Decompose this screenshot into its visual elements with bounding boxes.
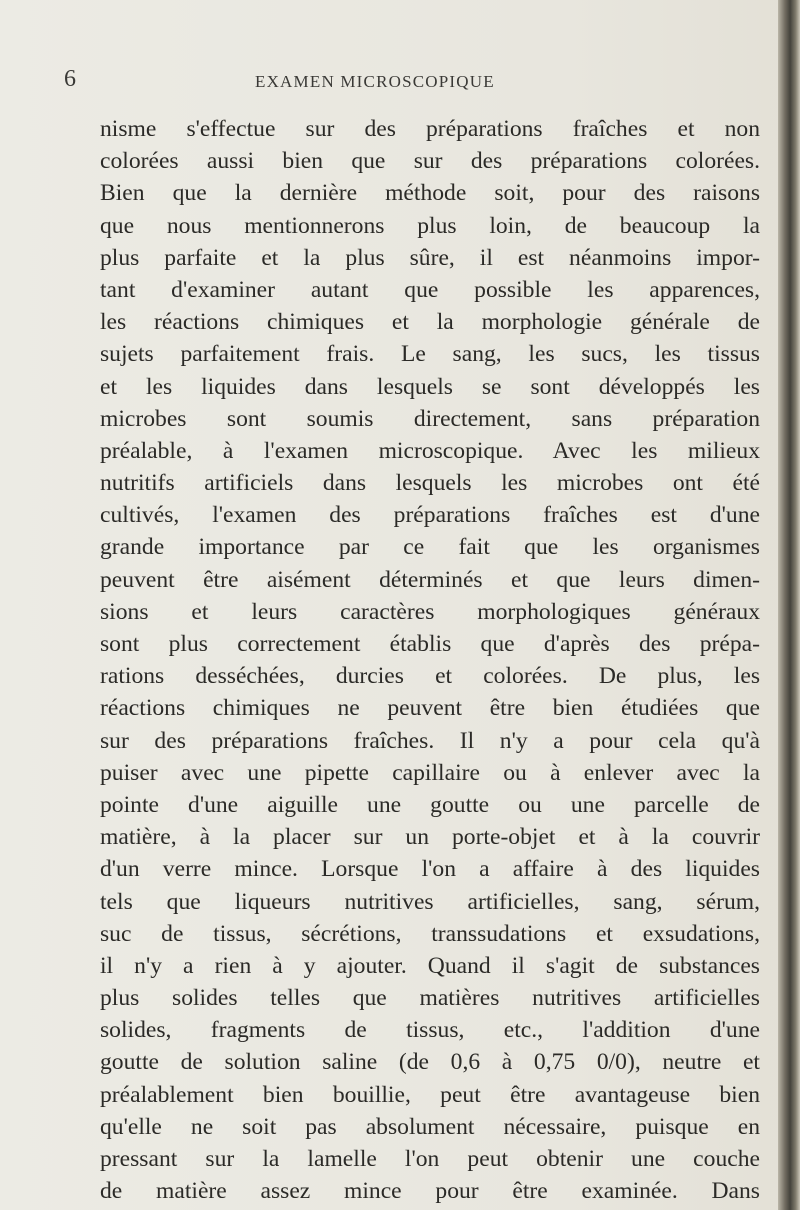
text-line: solides, fragments de tissus, etc., l'addition d'une [100,1017,760,1044]
page-number: 6 [64,66,76,92]
text-line: que nous mentionnerons plus loin, de beaucoup la [100,212,760,239]
text-line: puiser avec une pipette capillaire ou à enlever avec la [100,759,760,786]
text-line: les réactions chimiques et la morphologie générale de [100,309,760,336]
text-line: plus solides telles que matières nutritives artificielles [100,985,760,1012]
text-line: colorées aussi bien que sur des préparations colorées. [100,148,760,175]
text-line: plus parfaite et la plus sûre, il est néanmoins impor- [100,244,760,271]
text-line: Bien que la dernière méthode soit, pour des raisons [100,180,760,207]
text-line: tant d'examiner autant que possible les apparences, [100,276,760,303]
text-line: nisme s'effectue sur des préparations fraîches et non [100,116,760,142]
text-line: préalablement bien bouillie, peut être avantageuse bien [100,1081,760,1108]
text-line: nutritifs artificiels dans lesquels les microbes ont été [100,470,760,497]
text-line: et les liquides dans lesquels se sont développés les [100,373,760,400]
text-line: suc de tissus, sécrétions, transsudations et exsudations, [100,920,760,947]
text-line: de matière assez mince pour être examinée. Dans [100,1178,760,1205]
text-line: qu'elle ne soit pas absolument nécessaire, puisque en [100,1113,760,1140]
text-line: sujets parfaitement frais. Le sang, les sucs, les tissus [100,341,760,368]
text-line: il n'y a rien à y ajouter. Quand il s'agit de substances [100,952,760,979]
text-line: réactions chimiques ne peuvent être bien étudiées que [100,695,760,722]
text-line: sur des préparations fraîches. Il n'y a pour cela qu'à [100,727,760,754]
running-title: EXAMEN MICROSCOPIQUE [255,72,495,91]
text-line: d'un verre mince. Lorsque l'on a affaire à des liquides [100,856,760,883]
text-line: microbes sont soumis directement, sans préparation [100,405,760,432]
page-edge-shadow [778,0,800,1210]
body-text [100,113,760,1207]
text-line: sont plus correctement établis que d'après des prépa- [100,631,760,657]
text-line: goutte de solution saline (de 0,6 à 0,75 0/0), neutre et [100,1049,760,1076]
text-line: matière, à la placer sur un porte-objet et à la couvrir [100,824,760,851]
text-line: tels que liqueurs nutritives artificielles, sang, sérum, [100,888,760,915]
text-line: rations desséchées, durcies et colorées. De plus, les [100,663,760,690]
text-line: pressant sur la lamelle l'on peut obtenir une couche [100,1146,760,1172]
text-line: pointe d'une aiguille une goutte ou une parcelle de [100,791,760,818]
text-line: cultivés, l'examen des préparations fraîches est d'une [100,502,760,529]
text-line: grande importance par ce fait que les organismes [100,534,760,561]
text-line: sions et leurs caractères morphologiques généraux [100,598,760,625]
text-line: préalable, à l'examen microscopique. Avec les milieux [100,437,760,464]
text-line: peuvent être aisément déterminés et que leurs dimen- [100,566,760,593]
